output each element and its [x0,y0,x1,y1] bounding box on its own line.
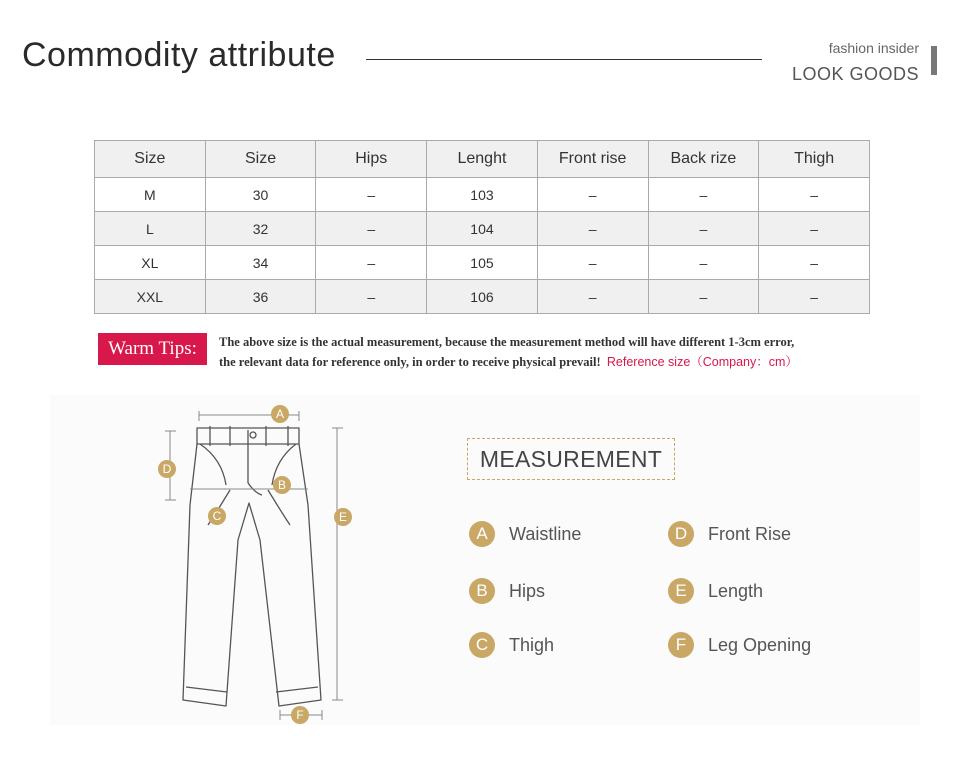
table-cell: – [316,246,427,280]
diagram-label-f: F [296,708,304,722]
size-table [94,140,870,314]
header-size: Size [205,141,316,178]
diagram-label-e: E [338,510,348,524]
table-header-row [95,141,870,178]
table-row [95,280,870,314]
table-cell: XL [95,246,206,280]
tips-line-2-text: the relevant data for reference only, in order to receive physical prevail! [219,355,601,369]
table-cell: – [537,212,648,246]
table-cell: – [316,212,427,246]
legend-label: Thigh [509,634,555,655]
diagram-label-d: D [162,462,172,476]
table-cell: 103 [427,178,538,212]
brand-name: LOOK GOODS [791,64,919,84]
table-cell: – [648,280,759,314]
table-cell: – [759,212,870,246]
brand-bar [931,46,937,75]
table-cell: 32 [205,212,316,246]
header-thigh: Thigh [759,141,870,178]
table-cell: 105 [427,246,538,280]
header-length: Lenght [427,141,538,178]
table-cell: – [537,178,648,212]
table-cell: – [759,178,870,212]
brand-tagline: fashion insider [828,40,919,56]
legend-badge-b: B [469,578,495,604]
table-cell: – [648,212,759,246]
legend-label: Length [708,580,764,601]
table-cell: – [537,246,648,280]
legend-item-hips [469,578,545,604]
header-size-label: Size [95,141,206,178]
header-hips: Hips [316,141,427,178]
table-cell: – [759,246,870,280]
header-divider [366,59,762,60]
legend-badge-c: C [469,632,495,658]
table-cell: – [648,178,759,212]
legend-label: Hips [509,580,546,601]
legend-item-thigh [469,632,554,658]
table-cell: M [95,178,206,212]
tips-line-2 [219,352,879,372]
legend-badge-d: D [668,521,694,547]
table-cell: 34 [205,246,316,280]
legend-item-leg-opening [668,632,811,658]
diagram-label-c: C [212,509,222,523]
diagram-label-a: A [275,407,285,421]
table-row [95,212,870,246]
table-row [95,246,870,280]
warm-tips-label: Warm Tips: [98,333,207,365]
table-cell: – [537,280,648,314]
table-row [95,178,870,212]
header-front-rise: Front rise [537,141,648,178]
reference-size: Reference size（Company：cm） [606,355,798,369]
table-cell: 104 [427,212,538,246]
table-cell: – [316,178,427,212]
warm-tips-text [219,332,879,372]
page-title: Commodity attribute [22,36,336,74]
legend-badge-f: F [668,632,694,658]
legend-item-front-rise [668,521,791,547]
table-cell: 106 [427,280,538,314]
legend-label: Waistline [509,523,582,544]
legend-item-waistline [469,521,581,547]
table-cell: XXL [95,280,206,314]
table-cell: – [648,246,759,280]
legend-label: Front Rise [708,523,792,544]
legend-badge-e: E [668,578,694,604]
legend-item-length [668,578,763,604]
tips-line-1: The above size is the actual measurement, because the measurement method will have different 1-3cm error, [219,335,795,349]
legend-badge-a: A [469,521,495,547]
legend-label: Leg Opening [708,634,812,655]
header-back-rise: Back rize [648,141,759,178]
table-cell: L [95,212,206,246]
table-cell: 30 [205,178,316,212]
diagram-label-b: B [277,478,287,492]
table-cell: – [316,280,427,314]
measurement-title: MEASUREMENT [467,438,675,480]
table-cell: – [759,280,870,314]
table-cell: 36 [205,280,316,314]
